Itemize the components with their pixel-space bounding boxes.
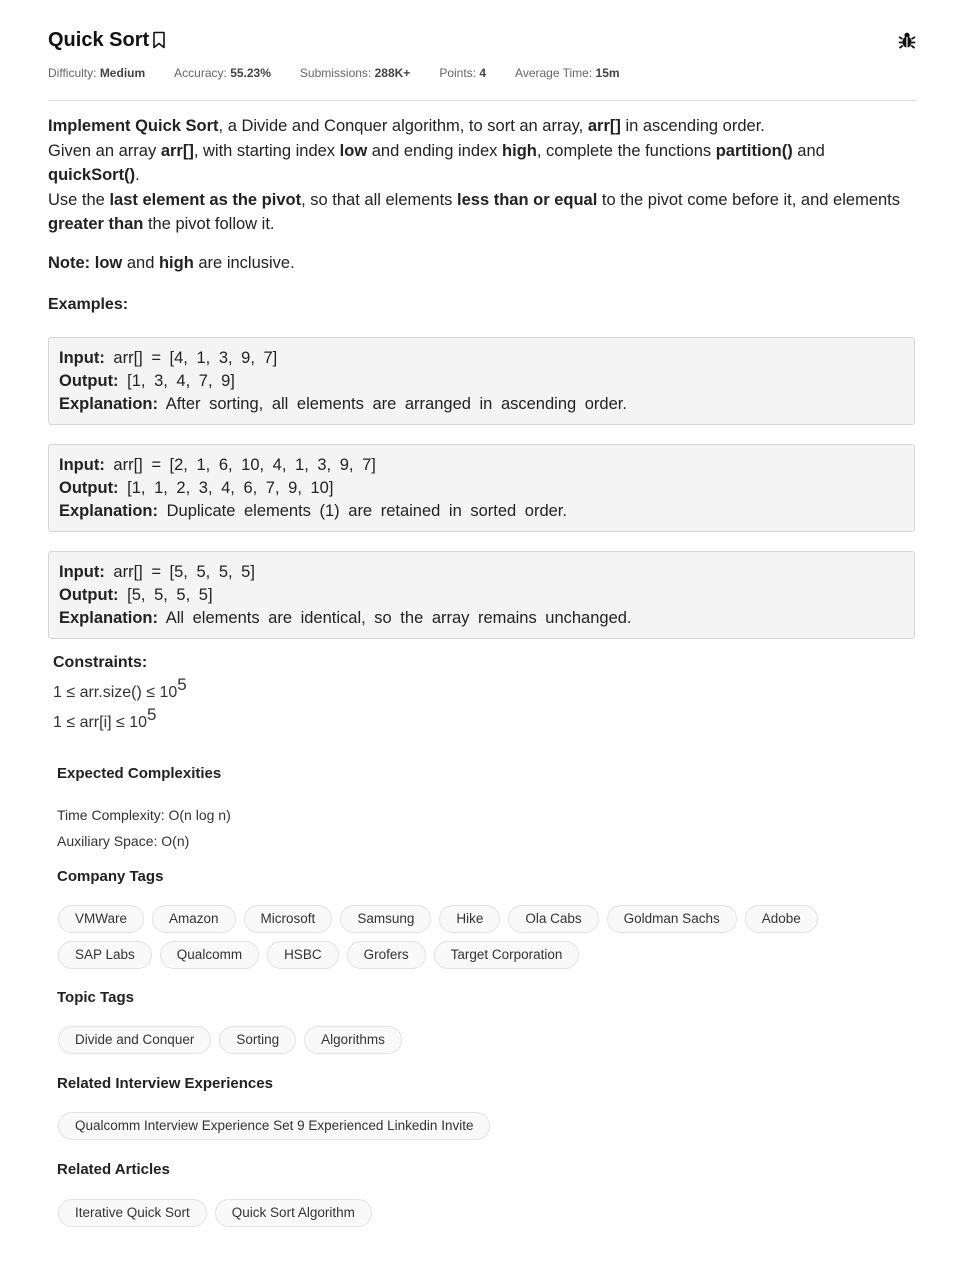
meta-submissions: Submissions: 288K+ xyxy=(299,66,411,80)
header-divider xyxy=(48,100,917,101)
constraints-heading: Constraints: xyxy=(53,654,148,671)
topic-tag[interactable]: Divide and Conquer xyxy=(58,1026,211,1054)
example-1: Input: arr[] = [4, 1, 3, 9, 7] Output: [1, 3, 4, 7, 9] Explanation: After sorting, all elements are arranged in ascending order. xyxy=(48,337,915,425)
complexities xyxy=(57,802,231,854)
company-tag[interactable]: VMWare xyxy=(58,905,144,933)
related-articles xyxy=(58,1199,918,1235)
complexities-heading: Expected Complexities xyxy=(57,765,222,782)
topic-tag[interactable]: Sorting xyxy=(219,1026,296,1054)
company-tag[interactable]: Adobe xyxy=(745,905,818,933)
company-tag[interactable]: Microsoft xyxy=(244,905,333,933)
interview-experiences-heading: Related Interview Experiences xyxy=(57,1075,273,1092)
topic-tags-heading: Topic Tags xyxy=(57,989,134,1006)
constraints xyxy=(53,654,187,738)
company-tag[interactable]: Target Corporation xyxy=(434,941,580,969)
topic-tags xyxy=(58,1026,918,1062)
company-tag[interactable]: Amazon xyxy=(152,905,236,933)
related-articles-heading: Related Articles xyxy=(57,1161,170,1178)
company-tag[interactable]: Grofers xyxy=(347,941,426,969)
meta-accuracy: Accuracy: 55.23% xyxy=(174,66,271,80)
bug-icon[interactable] xyxy=(897,30,917,50)
meta-average-time: Average Time: 15m xyxy=(515,66,620,80)
company-tags xyxy=(58,905,918,977)
time-complexity: Time Complexity: O(n log n) xyxy=(57,807,231,823)
related-article-link[interactable]: Iterative Quick Sort xyxy=(58,1199,207,1227)
company-tags-heading: Company Tags xyxy=(57,868,164,885)
topic-tag[interactable]: Algorithms xyxy=(304,1026,402,1054)
company-tag[interactable]: Goldman Sachs xyxy=(607,905,737,933)
description-paragraph-3: Use the last element as the pivot, so that all elements less than or equal to the pivot come before it, and elements greater than the pivot follow it. xyxy=(48,190,900,233)
title-row xyxy=(48,26,917,54)
constraint-line-1: 1 ≤ arr.size() ≤ $10^5$ xyxy=(53,675,187,701)
description-paragraph-1: Implement Quick Sort, a Divide and Conquer algorithm, to sort an array, arr[] in ascending order. xyxy=(48,117,765,135)
company-tag[interactable]: Hike xyxy=(439,905,500,933)
problem-meta xyxy=(48,66,649,80)
example-3: Input: arr[] = [5, 5, 5, 5] Output: [5, 5, 5, 5] Explanation: All elements are identical, so the array remains unchanged. xyxy=(48,551,915,639)
note: Note: low and high are inclusive. xyxy=(48,254,295,272)
company-tag[interactable]: Samsung xyxy=(340,905,431,933)
description-paragraph-2: Given an array arr[], with starting index low and ending index high, complete the functions partition() and quickSort(). xyxy=(48,141,825,184)
company-tag[interactable]: Ola Cabs xyxy=(508,905,598,933)
company-tag[interactable]: HSBC xyxy=(267,941,339,969)
meta-points: Points: 4 xyxy=(439,66,487,80)
interview-experiences xyxy=(58,1112,918,1148)
bookmark-icon[interactable] xyxy=(152,31,166,49)
page-title: Quick Sort xyxy=(48,28,150,51)
company-tag[interactable]: Qualcomm xyxy=(160,941,259,969)
problem-description xyxy=(48,114,918,237)
example-2: Input: arr[] = [2, 1, 6, 10, 4, 1, 3, 9, 7] Output: [1, 1, 2, 3, 4, 6, 7, 9, 10] Explanation: Duplicate elements (1) are retained in sorted order. xyxy=(48,444,915,532)
related-article-link[interactable]: Quick Sort Algorithm xyxy=(215,1199,372,1227)
constraint-line-2: $1 \le arr[i] \le 10^5$ xyxy=(53,705,157,731)
meta-difficulty: Difficulty: Medium xyxy=(48,66,146,80)
company-tag[interactable]: SAP Labs xyxy=(58,941,152,969)
interview-experience-link[interactable]: Qualcomm Interview Experience Set 9 Experienced Linkedin Invite xyxy=(58,1112,490,1140)
examples-heading: Examples: xyxy=(48,296,129,313)
problem-header xyxy=(48,26,917,80)
space-complexity: Auxiliary Space: O(n) xyxy=(57,833,190,849)
